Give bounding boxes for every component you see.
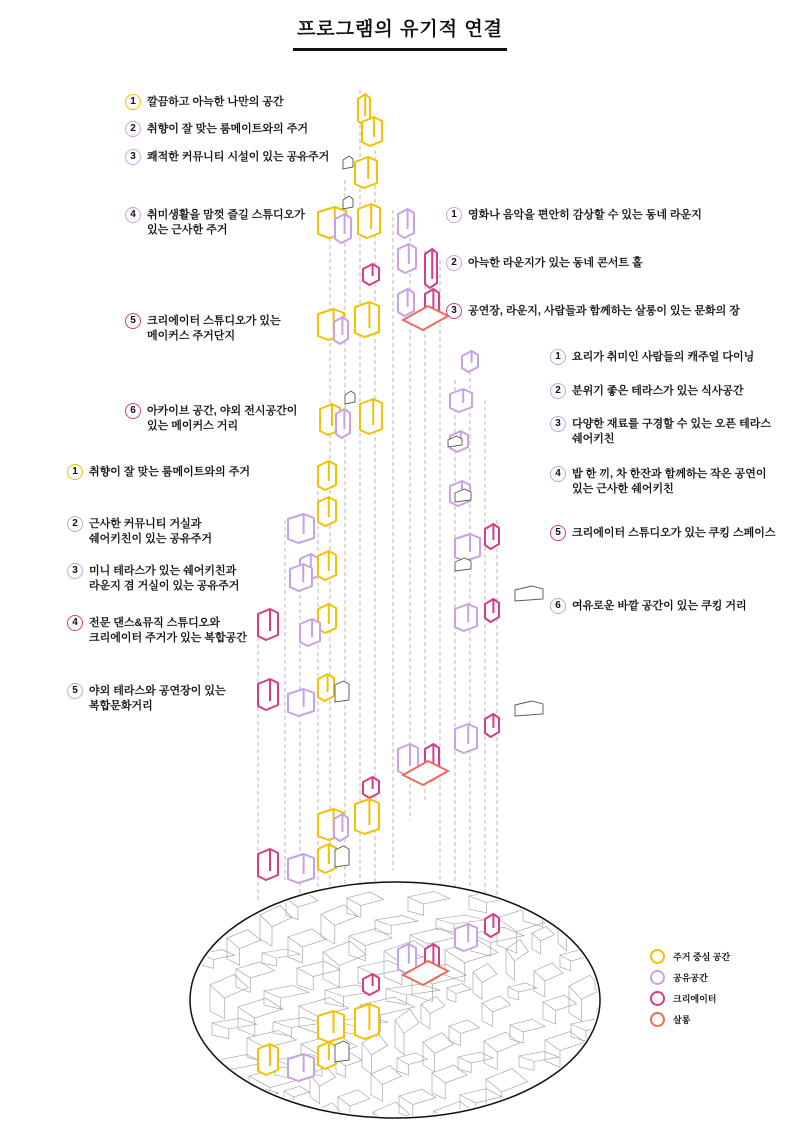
building-block xyxy=(450,389,472,412)
label-b3 xyxy=(67,564,239,594)
building-block xyxy=(288,514,314,543)
page-title: 프로그램의 유기적 연결 xyxy=(296,19,504,40)
label-a3 xyxy=(125,150,329,165)
building-block xyxy=(318,551,336,580)
label-text: 깔끔하고 아늑한 나만의 공간 xyxy=(147,96,284,108)
label-number: 4 xyxy=(67,615,83,631)
city-building xyxy=(190,881,212,898)
label-number: 1 xyxy=(67,464,83,480)
building-block xyxy=(485,914,499,937)
building-block xyxy=(318,1042,336,1069)
label-text: 야외 테라스와 공연장이 있는 복합문화거리 xyxy=(89,685,226,712)
building-block xyxy=(398,244,416,273)
legend-label: 살롱 xyxy=(673,1015,691,1025)
label-number: 3 xyxy=(67,563,83,579)
legend xyxy=(650,946,730,1030)
label-number: 2 xyxy=(67,516,83,532)
legend-label: 주거 중심 공간 xyxy=(673,952,731,962)
legend-swatch xyxy=(650,1012,665,1027)
label-text: 아늑한 라운지가 있는 동네 콘서트 홀 xyxy=(468,257,643,269)
city-building xyxy=(251,1103,278,1130)
city-building xyxy=(593,926,620,952)
building-block xyxy=(485,524,499,549)
building-block xyxy=(258,609,278,640)
city-building xyxy=(595,962,629,994)
building-block xyxy=(398,209,414,238)
city-building xyxy=(584,894,606,925)
label-number: 4 xyxy=(125,207,141,223)
building-block xyxy=(455,604,477,631)
label-text: 쾌적한 커뮤니티 시설이 있는 공유주거 xyxy=(147,151,330,163)
city-building xyxy=(608,1067,659,1108)
label-text: 취향이 잘 맞는 룸메이트와의 주거 xyxy=(89,466,250,478)
city-building xyxy=(582,1087,633,1111)
label-c1 xyxy=(446,208,702,223)
building-block xyxy=(425,249,437,288)
label-number: 3 xyxy=(125,149,141,165)
building-block xyxy=(336,409,350,438)
site-base-ellipse xyxy=(190,881,659,1130)
label-a4 xyxy=(125,208,305,238)
label-number: 2 xyxy=(550,383,566,399)
label-d1 xyxy=(550,350,754,365)
building-block xyxy=(318,1011,344,1042)
building-block xyxy=(462,351,478,372)
legend-item-shared xyxy=(650,967,730,988)
building-block xyxy=(485,714,499,737)
legend-item-residential xyxy=(650,946,730,967)
building-block xyxy=(288,854,314,883)
building-block xyxy=(355,302,379,337)
building-block xyxy=(455,724,477,753)
building-block xyxy=(318,461,336,490)
label-number: 2 xyxy=(125,121,141,137)
building-block xyxy=(455,534,480,561)
legend-swatch xyxy=(650,991,665,1006)
building-block xyxy=(485,599,499,622)
label-b5 xyxy=(67,684,226,714)
label-number: 5 xyxy=(125,313,141,329)
legend-label: 공유공간 xyxy=(673,973,708,983)
label-b1 xyxy=(67,465,250,480)
legend-item-creator xyxy=(650,988,730,1009)
legend-item-salon xyxy=(650,1009,730,1030)
label-text: 취미생활을 맘껏 즐길 스튜디오가 있는 근사한 주거 xyxy=(147,209,305,236)
label-d5 xyxy=(550,526,776,541)
city-building xyxy=(606,1031,651,1065)
label-text: 크리에이터 스튜디오가 있는 쿠킹 스페이스 xyxy=(572,527,776,539)
label-text: 취향이 잘 맞는 룸메이트와의 주거 xyxy=(147,123,308,135)
label-b4 xyxy=(67,616,247,646)
building-block-neutral xyxy=(515,701,543,716)
building-block-neutral xyxy=(335,1041,349,1062)
label-a6 xyxy=(125,404,297,434)
label-text: 영화나 음악을 편안히 감상할 수 있는 동네 라운지 xyxy=(468,209,702,221)
building-block xyxy=(318,674,334,701)
label-number: 1 xyxy=(550,349,566,365)
building-block-neutral xyxy=(335,681,349,702)
building-block xyxy=(360,399,382,434)
building-block xyxy=(258,849,278,880)
label-number: 6 xyxy=(125,403,141,419)
label-number: 2 xyxy=(446,255,462,271)
building-block xyxy=(363,974,379,995)
building-block xyxy=(363,777,379,798)
label-text: 공연장, 라운지, 사람들과 함께하는 살롱이 있는 문화의 장 xyxy=(468,305,740,317)
building-block xyxy=(288,1054,314,1081)
label-number: 1 xyxy=(446,207,462,223)
label-d3 xyxy=(550,417,771,447)
label-text: 여유로운 바깥 공간이 있는 쿠킹 거리 xyxy=(572,600,747,612)
label-b2 xyxy=(67,517,212,547)
building-block xyxy=(355,157,377,188)
label-number: 1 xyxy=(125,94,141,110)
building-block xyxy=(258,1044,278,1075)
building-block xyxy=(335,214,351,243)
legend-swatch xyxy=(650,949,665,964)
label-number: 5 xyxy=(67,683,83,699)
label-text: 크리에이터 스튜디오가 있는 메이커스 주거단지 xyxy=(147,315,281,342)
building-block xyxy=(363,264,379,285)
building-block xyxy=(398,289,414,316)
label-a1 xyxy=(125,95,284,110)
title-underline xyxy=(293,48,507,51)
label-number: 5 xyxy=(550,525,566,541)
building-block xyxy=(288,689,314,716)
label-d6 xyxy=(550,599,747,614)
label-number: 3 xyxy=(550,416,566,432)
building-block-neutral xyxy=(515,586,543,601)
legend-label: 크리에이터 xyxy=(673,994,717,1004)
label-c3 xyxy=(446,304,740,319)
building-block xyxy=(334,317,348,344)
city-building xyxy=(556,1100,607,1130)
site-ellipse xyxy=(190,882,600,1118)
label-number: 6 xyxy=(550,598,566,614)
building-block-neutral xyxy=(343,156,353,169)
city-building xyxy=(597,999,637,1038)
building-block xyxy=(300,619,320,646)
building-block xyxy=(455,924,477,951)
label-text: 밥 한 끼, 차 한잔과 함께하는 작은 공연이 있는 근사한 쉐어키친 xyxy=(572,468,767,495)
label-text: 전문 댄스&뮤직 스튜디오와 크리에이터 주거가 있는 복합공간 xyxy=(89,617,247,644)
label-text: 미니 테라스가 있는 쉐어키친과 라운지 겸 거실이 있는 공유주거 xyxy=(89,565,240,592)
building-block-neutral xyxy=(343,196,353,209)
label-text: 근사한 커뮤니티 거실과 쉐어키친이 있는 공유주거 xyxy=(89,518,212,545)
building-block xyxy=(355,1004,379,1039)
building-block-neutral xyxy=(335,846,349,867)
building-block xyxy=(290,564,312,591)
legend-swatch xyxy=(650,970,665,985)
building-block xyxy=(362,117,382,146)
label-d2 xyxy=(550,384,744,399)
label-d4 xyxy=(550,467,766,497)
building-block xyxy=(318,844,336,873)
label-text: 아카이브 공간, 야외 전시공간이 있는 메이커스 거리 xyxy=(147,405,298,432)
building-block-neutral xyxy=(455,558,471,571)
building-block xyxy=(355,799,379,834)
label-c2 xyxy=(446,256,643,271)
building-block xyxy=(334,814,348,841)
label-a5 xyxy=(125,314,281,344)
building-block xyxy=(258,679,278,710)
label-number: 3 xyxy=(446,303,462,319)
label-text: 분위기 좋은 테라스가 있는 식사공간 xyxy=(572,385,744,397)
city-building xyxy=(495,1101,541,1130)
label-text: 다양한 재료를 구경할 수 있는 오픈 테라스 쉐어키친 xyxy=(572,418,771,445)
label-text: 요리가 취미인 사람들의 캐주얼 다이닝 xyxy=(572,351,755,363)
building-block-neutral xyxy=(345,391,355,404)
label-number: 4 xyxy=(550,466,566,482)
building-block xyxy=(358,204,380,238)
city-building xyxy=(521,1088,567,1114)
building-block xyxy=(318,497,336,526)
label-a2 xyxy=(125,122,308,137)
